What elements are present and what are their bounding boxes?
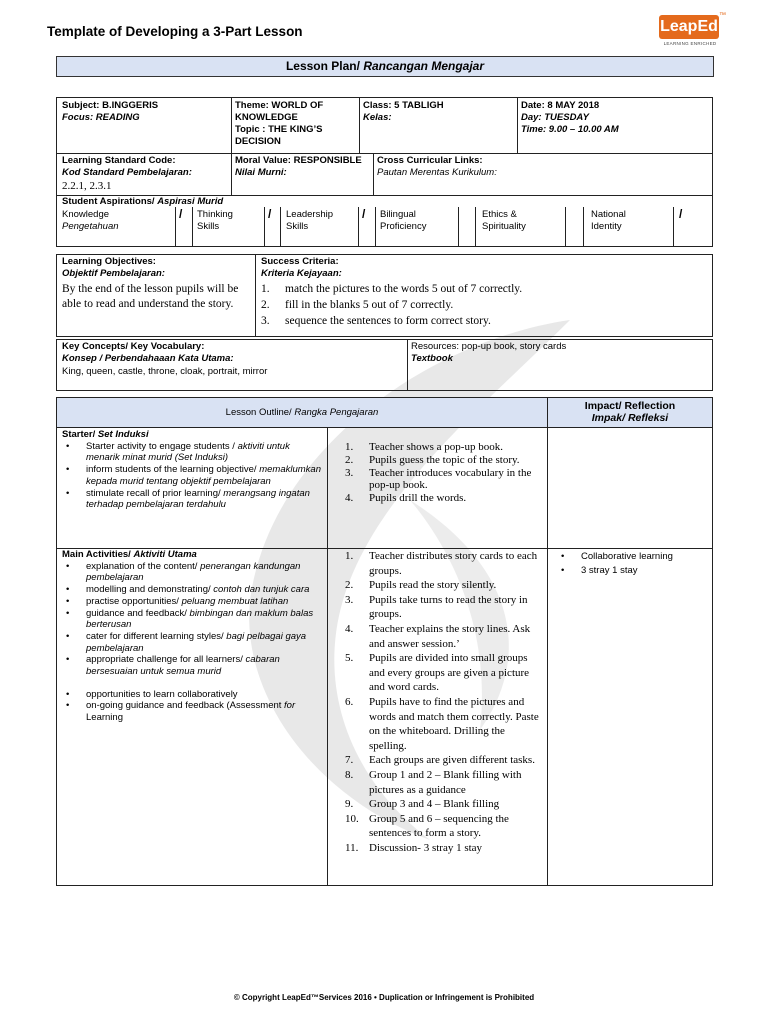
list-item: • guidance and feedback/ bimbingan dan maklum balas berterusan	[62, 608, 324, 631]
learning-objectives-text: By the end of the lesson pupils will be able to read and understand the story.	[62, 283, 239, 310]
list-item: 7. Each groups are given different tasks.	[345, 754, 535, 767]
aspiration-knowledge: Knowledge Pengetahuan	[62, 209, 119, 232]
resources-field: Resources: pop-up book, story cards	[411, 341, 567, 352]
leaped-logo	[657, 12, 726, 48]
list-item: 2. Pupils read the story silently.	[345, 579, 497, 592]
banner-title-ms: Rancangan Mengajar	[363, 59, 485, 73]
lesson-outline-header: Lesson Outline/ Rangka Pengajaran	[225, 407, 379, 418]
moral-value-label-ms: Nilai Murni:	[235, 167, 287, 178]
list-item: • opportunities to learn collaboratively	[62, 689, 324, 701]
starter-label: Starter/ Set Induksi	[62, 429, 149, 440]
list-item: 4. Teacher explains the story lines. Ask and answer session.’	[345, 622, 531, 650]
learning-standard-label-ms: Kod Standard Pembelajaran:	[62, 167, 192, 178]
banner-title: Lesson Plan/	[285, 59, 360, 73]
class-field: Class: 5 TABLIGH	[363, 100, 444, 111]
page-title: Template of Developing a 3-Part Lesson	[47, 24, 303, 39]
learning-objectives-label-ms: Objektif Pembelajaran:	[62, 268, 165, 279]
list-item: 4. Pupils drill the words.	[345, 492, 467, 505]
list-item: 3. Teacher introduces vocabulary in the pop-up book.	[345, 466, 532, 492]
list-item: 1. Teacher distributes story cards to each groups.	[345, 550, 538, 577]
objectives-table	[56, 254, 713, 337]
starter-guidelines	[62, 441, 324, 511]
list-item: 1. Teacher shows a pop-up book.	[345, 441, 503, 453]
list-item: • Collaborative learning	[557, 550, 707, 564]
impact-reflection-header-ms: Impak/ Refleksi	[591, 412, 669, 424]
key-vocabulary: King, queen, castle, throne, cloak, portrait, mirror	[62, 366, 268, 377]
theme-field: Theme: WORLD OF KNOWLEDGE	[235, 100, 324, 123]
aspiration-ethics: Ethics & Spirituality	[482, 209, 526, 232]
aspiration-leadership-mark: /	[362, 207, 366, 221]
list-item: • stimulate recall of prior learning/ merangsang ingatan terhadap pembelajaran terdahulu	[62, 488, 324, 511]
lesson-info-table	[56, 97, 713, 247]
list-item: • on-going guidance and feedback (Assessment for Learning	[62, 700, 324, 723]
list-item: 8. Group 1 and 2 – Blank filling with pictures as a guidance	[345, 768, 522, 796]
learning-standard-codes: 2.2.1, 2.3.1	[62, 180, 112, 192]
main-activities-label: Main Activities/ Aktiviti Utama	[62, 549, 197, 560]
logo-badge: LeapEd	[659, 15, 719, 39]
list-item: • Starter activity to engage students / aktiviti untuk menarik minat murid (Set Induksi)	[62, 441, 324, 464]
aspiration-thinking-skills: Thinking Skills	[197, 209, 233, 232]
aspiration-national-identity: National Identity	[591, 209, 626, 232]
success-criterion: 1. match the pictures to the words 5 out of 7 correctly.	[261, 283, 523, 295]
main-impact-list	[557, 550, 707, 578]
key-concepts-label-ms: Konsep / Perbendahaaan Kata Utama:	[62, 353, 234, 364]
list-item: • appropriate challenge for all learners/ cabaran bersesuaian untuk semua murid	[62, 654, 324, 677]
cross-curricular-label: Cross Curricular Links:	[377, 155, 483, 166]
main-activities-guidelines	[62, 561, 324, 724]
topic-field: Topic : THE KING’S DECISION	[235, 124, 323, 147]
focus-field: Focus: READING	[62, 112, 140, 123]
logo-trademark: ™	[719, 12, 726, 19]
aspiration-thinking-mark: /	[268, 207, 272, 221]
logo-tagline: LEARNING ENRICHED	[663, 41, 717, 46]
starter-steps	[345, 441, 539, 505]
impact-reflection-header: Impact/ Reflection	[584, 400, 676, 412]
lesson-outline-table	[56, 397, 713, 886]
list-item: • modelling and demonstrating/ contoh dan tunjuk cara	[62, 584, 324, 596]
learning-objectives-label: Learning Objectives:	[62, 256, 156, 267]
success-criteria-label: Success Criteria:	[261, 256, 339, 267]
day-field: Day: TUESDAY	[521, 112, 589, 123]
key-concepts-label: Key Concepts/ Key Vocabulary:	[62, 341, 205, 352]
kelas-field: Kelas:	[363, 112, 392, 123]
list-item: 2. Pupils guess the topic of the story.	[345, 453, 520, 466]
list-item: 9. Group 3 and 4 – Blank filling	[345, 798, 500, 811]
list-item: 6. Pupils have to find the pictures and words and match them correctly. Paste on the whiteboard. Drilling the spelling.	[345, 695, 539, 752]
aspiration-bilingual: Bilingual Proficiency	[380, 209, 427, 232]
list-item: 11. Discussion- 3 stray 1 stay	[345, 841, 483, 854]
main-activities-steps	[345, 549, 541, 855]
copyright-footer: © Copyright LeapEd™Services 2016 • Duplication or Infringement is Prohibited	[233, 993, 535, 1002]
cross-curricular-label-ms: Pautan Merentas Kurikulum:	[377, 167, 497, 178]
success-criteria-label-ms: Kriteria Kejayaan:	[261, 268, 342, 279]
list-item: • inform students of the learning objective/ memaklumkan kepada murid tentang objektif pembelajaran	[62, 464, 324, 487]
concepts-table	[56, 339, 713, 391]
subject-field: Subject: B.INGGERIS	[62, 100, 159, 111]
learning-standard-label: Learning Standard Code:	[62, 155, 176, 166]
list-item: 10. Group 5 and 6 – sequencing the sentences to form a story.	[345, 812, 509, 840]
aspiration-leadership-skills: Leadership Skills	[286, 209, 334, 232]
time-field: Time: 9.00 – 10.00 AM	[521, 124, 619, 135]
student-aspirations-label: Student Aspirations/ Aspirasi Murid	[62, 196, 224, 207]
date-field: Date: 8 MAY 2018	[521, 100, 600, 111]
list-item: • 3 stray 1 stay	[557, 564, 707, 578]
list-item: 3. Pupils take turns to read the story in groups.	[345, 593, 528, 621]
list-item: • explanation of the content/ penerangan kandungan pembelajaran	[62, 561, 324, 584]
moral-value-field: Moral Value: RESPONSIBLE	[235, 155, 362, 166]
success-criterion: 3. sequence the sentences to form correct story.	[261, 315, 491, 327]
success-criteria-list	[261, 281, 706, 329]
list-item: • practise opportunities/ peluang membuat latihan	[62, 596, 324, 608]
aspiration-national-mark: /	[679, 207, 683, 221]
aspiration-knowledge-mark: /	[179, 207, 183, 221]
list-item: • cater for different learning styles/ bagi pelbagai gaya pembelajaran	[62, 631, 324, 654]
resources-textbook: Textbook	[411, 353, 453, 364]
lesson-plan-banner	[56, 56, 714, 77]
list-item: 5. Pupils are divided into small groups and every groups are given a picture and word cards.	[345, 652, 530, 694]
success-criterion: 2. fill in the blanks 5 out of 7 correctly.	[261, 299, 454, 311]
